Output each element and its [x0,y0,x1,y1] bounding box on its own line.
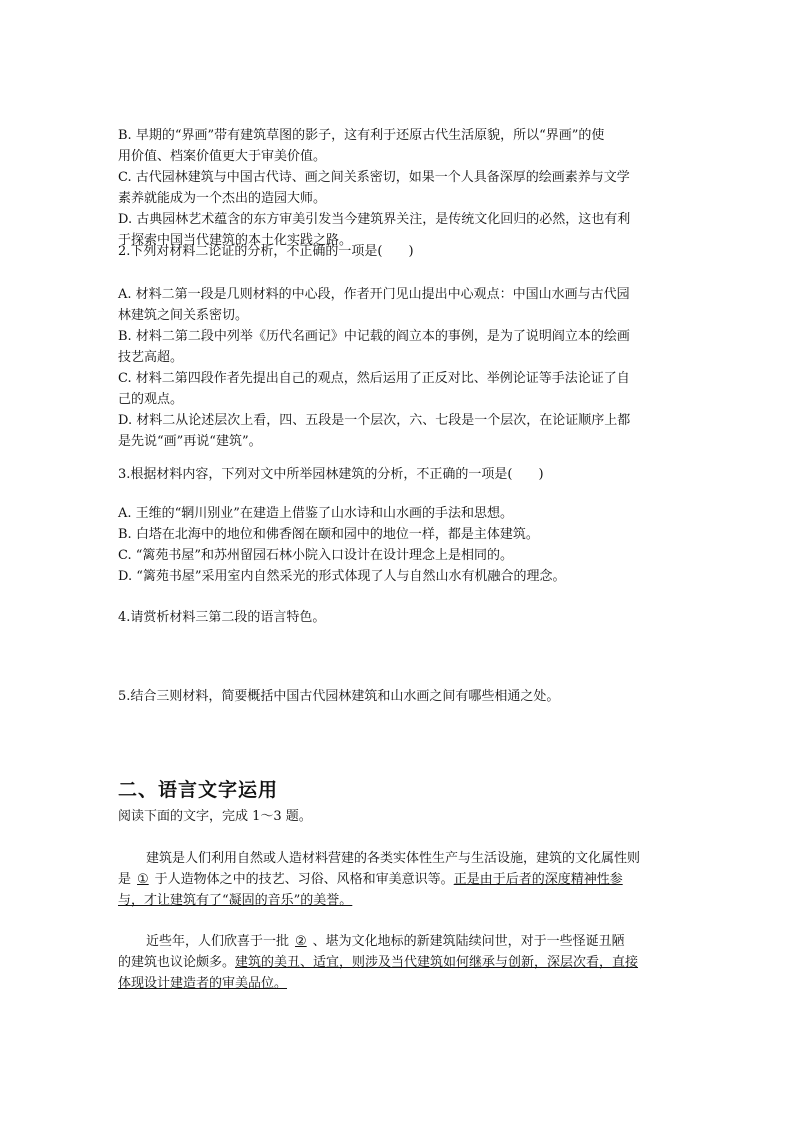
q2-option-a-line2: 林建筑之间关系密切。 [118,308,249,323]
q3-option-c: C. “篱苑书屋”和苏州留园石林小院入口设计在设计理念上是相同的。 [118,548,514,563]
blank-1: ① [137,872,149,887]
q1-option-c-line1: C. 古代园林建筑与中国古代诗、画之间关系密切，如果一个人具备深厚的绘画素养与文学 [118,170,630,185]
instruction-text: 阅读下面的文字，完成 1～3 题。 [118,809,312,824]
q2-stem: 2.下列对材料二论证的分析，不正确的一项是( ) [118,244,414,259]
q2-option-c-line2: 己的观点。 [118,392,184,407]
p2-line1 [118,931,678,952]
q1-option-d-line2: 于探索中国当代建筑的本土化实践之路。 [118,233,353,248]
p1-underlined-sentence-end: 与，才让建筑有了“凝固的音乐”的美誉。 [118,893,353,908]
q3-option-a: A. 王维的“辋川别业”在建造上借鉴了山水诗和山水画的手法和思想。 [118,506,513,521]
p2-line2-plain: 的建筑也议论颇多。 [118,955,236,970]
p1-line1: 建筑是人们利用自然或人造材料营建的各类实体性生产与生活设施，建筑的文化属性则 [146,851,641,866]
q2-option-b-line2: 技艺高超。 [118,350,184,365]
q1-options [118,125,678,251]
q5-stem: 5.结合三则材料，简要概括中国古代园林建筑和山水画之间有哪些相通之处。 [118,689,560,704]
q1-option-c-line2: 素养就能成为一个杰出的造园大师。 [118,191,327,206]
p1-line2-middle: 于人造物体之中的技艺、习俗、风格和审美意识等。 [154,872,454,887]
q3-option-d: D. “篱苑书屋”采用室内自然采光的形式体现了人与自然山水有机融合的理念。 [118,569,566,584]
blank-2: ② [295,934,307,949]
q1-option-b-line1: B. 早期的“界画”带有建筑草图的影子，这有利于还原古代生活原貌，所以“界画”的使 [118,128,605,143]
q2-option-d-line2: 是先说“画”再说“建筑”。 [118,434,262,449]
p1-line2-prefix: 是 [118,872,132,887]
q2-option-b-line1: B. 材料二第二段中列举《历代名画记》中记载的阎立本的事例，是为了说明阎立本的绘画 [118,329,630,344]
q2-options [118,284,678,452]
passage-paragraph-1 [118,848,678,911]
p2-underlined-sentence-start: 建筑的美丑、适宜，则涉及当代建筑如何继承与创新，深层次看，直接 [235,955,639,970]
question-2 [118,241,678,262]
p1-line2 [118,869,678,890]
p1-underlined-sentence-start: 正是由于后者的深度精神性参 [453,872,623,887]
q3-options [118,503,678,587]
q3-option-b: B. 白塔在北海中的地位和佛香阁在颐和园中的地位一样，都是主体建筑。 [118,527,539,542]
q1-option-d-line1: D. 古典园林艺术蕴含的东方审美引发当今建筑界关注，是传统文化回归的必然，这也有利 [118,212,631,227]
q2-option-d-line1: D. 材料二从论述层次上看，四、五段是一个层次，六、七段是一个层次，在论证顺序上都 [118,413,631,428]
q2-option-a-line1: A. 材料二第一段是几则材料的中心段，作者开门见山提出中心观点：中国山水画与古代园 [118,287,630,302]
q4-stem: 4.请赏析材料三第二段的语言特色。 [118,610,326,625]
question-4 [118,607,678,628]
p2-line1-prefix: 近些年，人们欣喜于一批 [146,934,290,949]
p2-line2 [118,952,678,973]
p2-underlined-sentence-end: 体现设计建造者的审美品位。 [118,976,288,991]
p2-line1-suffix: 、堪为文化地标的新建筑陆续问世，对于一些怪诞丑陋 [312,934,625,949]
q1-option-b-line2: 用价值、档案价值更大于审美价值。 [118,149,327,164]
section-heading: 二、语言文字运用 [118,779,279,801]
q3-stem: 3.根据材料内容，下列对文中所举园林建筑的分析，不正确的一项是( ) [118,467,544,482]
section-instruction [118,806,678,827]
question-3 [118,464,678,485]
question-5 [118,686,678,707]
q2-option-c-line1: C. 材料二第四段作者先提出自己的观点，然后运用了正反对比、举例论证等手法论证了自 [118,371,630,386]
passage-paragraph-2 [118,931,678,994]
